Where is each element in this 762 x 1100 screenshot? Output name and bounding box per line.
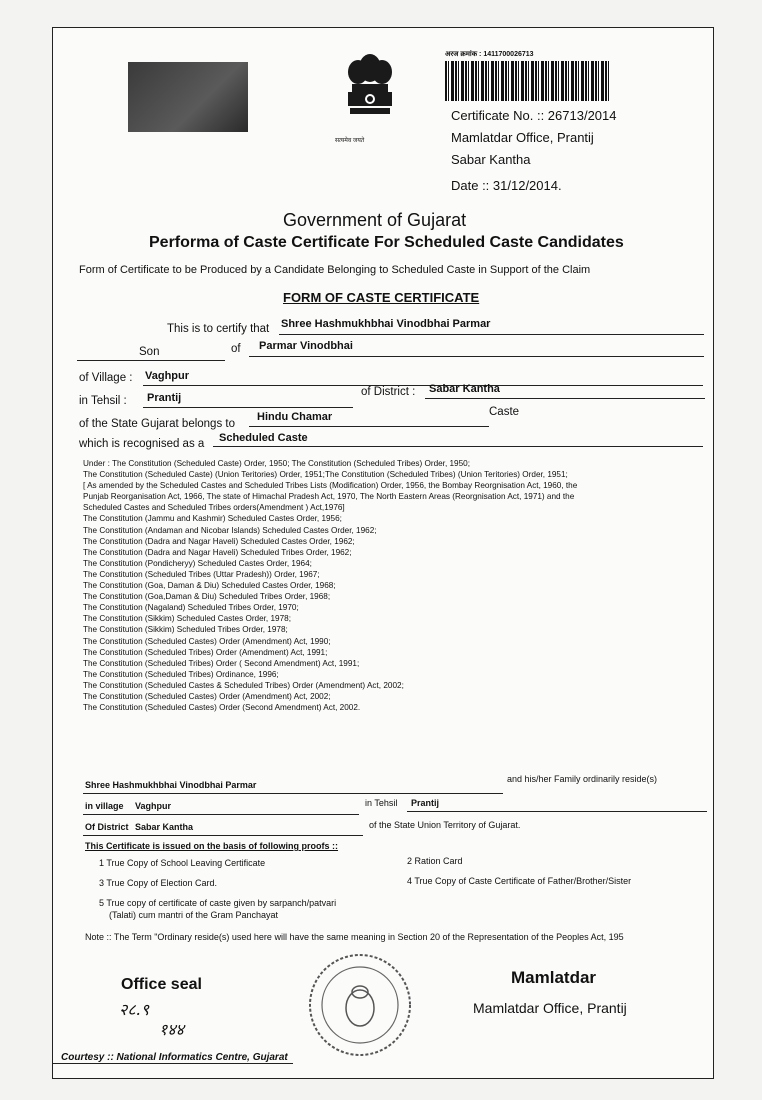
district-value: Sabar Kantha <box>429 383 500 395</box>
order-line: [ As amended by the Scheduled Castes and Scheduled Tribes Lists (Modification) Order, 1956, the Bombay Reorgnisation Act, 1960, the <box>83 481 578 491</box>
order-line: Punjab Reorganisation Act, 1966, The state of Himachal Pradesh Act, 1970, The North Eastern Areas (Reorgnisation Act, 1971) and the <box>83 492 575 502</box>
village-value: Vaghpur <box>145 370 190 382</box>
order-line: The Constitution (Goa,Daman & Diu) Scheduled Tribes Order, 1968; <box>83 592 331 602</box>
form-description: Form of Certificate to be Produced by a Candidate Belonging to Scheduled Caste in Support of the Claim <box>79 264 591 276</box>
proof-item: 1 True Copy of School Leaving Certificate <box>99 858 266 868</box>
order-line: The Constitution (Scheduled Tribes) Order (Amendment) Act, 1991; <box>83 647 328 657</box>
res-village-label: in village <box>85 801 124 811</box>
order-line: The Constitution (Scheduled Tribes) Order ( Second Amendment) Act, 1991; <box>83 658 360 668</box>
proofs-heading: This Certificate is issued on the basis of following proofs :: <box>85 841 339 851</box>
office-seal-label: Office seal <box>121 976 202 993</box>
order-line: The Constitution (Andaman and Nicobar Islands) Scheduled Castes Order, 1962; <box>83 525 377 535</box>
order-line: The Constitution (Sikkim) Scheduled Tribes Order, 1978; <box>83 625 288 635</box>
order-line: The Constitution (Jammu and Kashmir) Scheduled Castes Order, 1956; <box>83 514 342 524</box>
proof-item-continued: (Talati) cum mantri of the Gram Panchayat <box>109 910 279 920</box>
order-line: The Constitution (Pondicheryy) Scheduled Castes Order, 1964; <box>83 558 312 568</box>
applicant-photo <box>128 62 248 132</box>
order-line: The Constitution (Scheduled Castes) Order (Amendment) Act, 1990; <box>83 636 331 646</box>
barcode-label: अरज क्रमांक : 1411700026713 <box>445 51 534 58</box>
national-emblem-icon <box>338 52 402 132</box>
res-village-value: Vaghpur <box>135 801 172 811</box>
proof-item: 4 True Copy of Caste Certificate of Father/Brother/Sister <box>407 876 632 886</box>
signatory-office: Mamlatdar Office, Prantij <box>473 1000 627 1016</box>
constitution-orders-list <box>83 458 683 713</box>
order-line: The Constitution (Scheduled Castes) Order (Second Amendment) Act, 2002. <box>83 703 361 713</box>
proof-item: 3 True Copy of Election Card. <box>99 878 218 888</box>
relation: Son <box>139 346 160 358</box>
barcode <box>445 61 610 101</box>
order-line: The Constitution (Scheduled Tribes) Ordinance, 1996; <box>83 669 279 679</box>
certificate-page <box>52 27 714 1079</box>
handwritten-note: १४४ <box>159 1020 184 1039</box>
candidate-name: Shree Hashmukhbhai Vinodbhai Parmar <box>281 318 491 330</box>
order-line: The Constitution (Scheduled Castes) Order (Amendment) Act, 2002; <box>83 691 331 701</box>
res-district-label: Of District <box>85 822 129 832</box>
order-line: Under : The Constitution (Scheduled Caste) Order, 1950; The Constitution (Scheduled Tribes) Order, 1950; <box>83 459 470 468</box>
caste-value: Hindu Chamar <box>257 411 333 423</box>
resident-name: Shree Hashmukhbhai Vinodbhai Parmar <box>85 780 257 790</box>
certificate-date: Date :: 31/12/2014. <box>451 178 562 193</box>
handwritten-note: २८.९ <box>119 1000 150 1019</box>
category-value: Scheduled Caste <box>219 432 308 444</box>
courtesy-footer: Courtesy :: National Informatics Centre, Gujarat <box>61 1052 288 1063</box>
parent-name: Parmar Vinodbhai <box>259 340 353 352</box>
order-line: The Constitution (Dadra and Nagar Haveli) Scheduled Castes Order, 1962; <box>83 536 355 546</box>
document-title: Government of Gujarat <box>283 210 467 230</box>
res-district-value: Sabar Kantha <box>135 822 194 832</box>
caste-suffix: Caste <box>489 406 520 418</box>
certify-label: This is to certify that <box>167 323 270 335</box>
res-tehsil-label: in Tehsil <box>365 798 398 808</box>
order-line: The Constitution (Nagaland) Scheduled Tribes Order, 1970; <box>83 603 299 613</box>
order-line: The Constitution (Scheduled Caste) (Union Teritories) Order, 1951;The Constitution (Scheduled Tribes) (Union Teritories) Order, 1951; <box>83 470 568 480</box>
state-label: of the State Gujarat belongs to <box>79 418 235 430</box>
order-line: The Constitution (Scheduled Castes & Scheduled Tribes) Order (Amendment) Act, 2002; <box>83 680 404 690</box>
recognised-label: which is recognised as a <box>79 438 205 450</box>
tehsil-value: Prantij <box>147 392 182 404</box>
note-text: Note :: The Term "Ordinary reside(s) used here will have the same meaning in Section 20 of the Representation of the Peoples Act, 195 <box>85 932 624 942</box>
order-line: The Constitution (Dadra and Nagar Haveli) Scheduled Tribes Order, 1962; <box>83 547 352 557</box>
header-district: Sabar Kantha <box>451 152 531 167</box>
order-line: The Constitution (Sikkim) Scheduled Castes Order, 1978; <box>83 614 291 624</box>
official-stamp-icon <box>305 948 415 1063</box>
certificate-number: Certificate No. :: 26713/2014 <box>451 108 617 123</box>
signatory-title: Mamlatdar <box>511 968 597 987</box>
form-heading: FORM OF CASTE CERTIFICATE <box>283 290 480 305</box>
reside-text: and his/her Family ordinarily reside(s) <box>507 774 658 784</box>
issuing-office: Mamlatdar Office, Prantij <box>451 130 594 145</box>
district-label: of District : <box>361 386 416 398</box>
order-line: The Constitution (Goa, Daman & Diu) Scheduled Castes Order, 1968; <box>83 581 336 591</box>
village-label: of Village : <box>79 372 133 384</box>
tehsil-label: in Tehsil : <box>79 395 127 407</box>
document-subtitle: Performa of Caste Certificate For Scheduled Caste Candidates <box>149 234 624 251</box>
proof-item: 2 Ration Card <box>407 856 463 866</box>
order-line: The Constitution (Scheduled Tribes (Uttar Pradesh)) Order, 1967; <box>83 569 320 579</box>
order-line: Scheduled Castes and Scheduled Tribes orders(Amendment ) Act,1976] <box>83 503 345 513</box>
of-label: of <box>231 343 241 355</box>
res-state-text: of the State Union Territory of Gujarat. <box>369 820 521 830</box>
proof-item: 5 True copy of certificate of caste given by sarpanch/patvari <box>99 898 337 908</box>
emblem-caption: सत्यमेव जयते <box>335 138 365 144</box>
res-tehsil-value: Prantij <box>411 798 440 808</box>
